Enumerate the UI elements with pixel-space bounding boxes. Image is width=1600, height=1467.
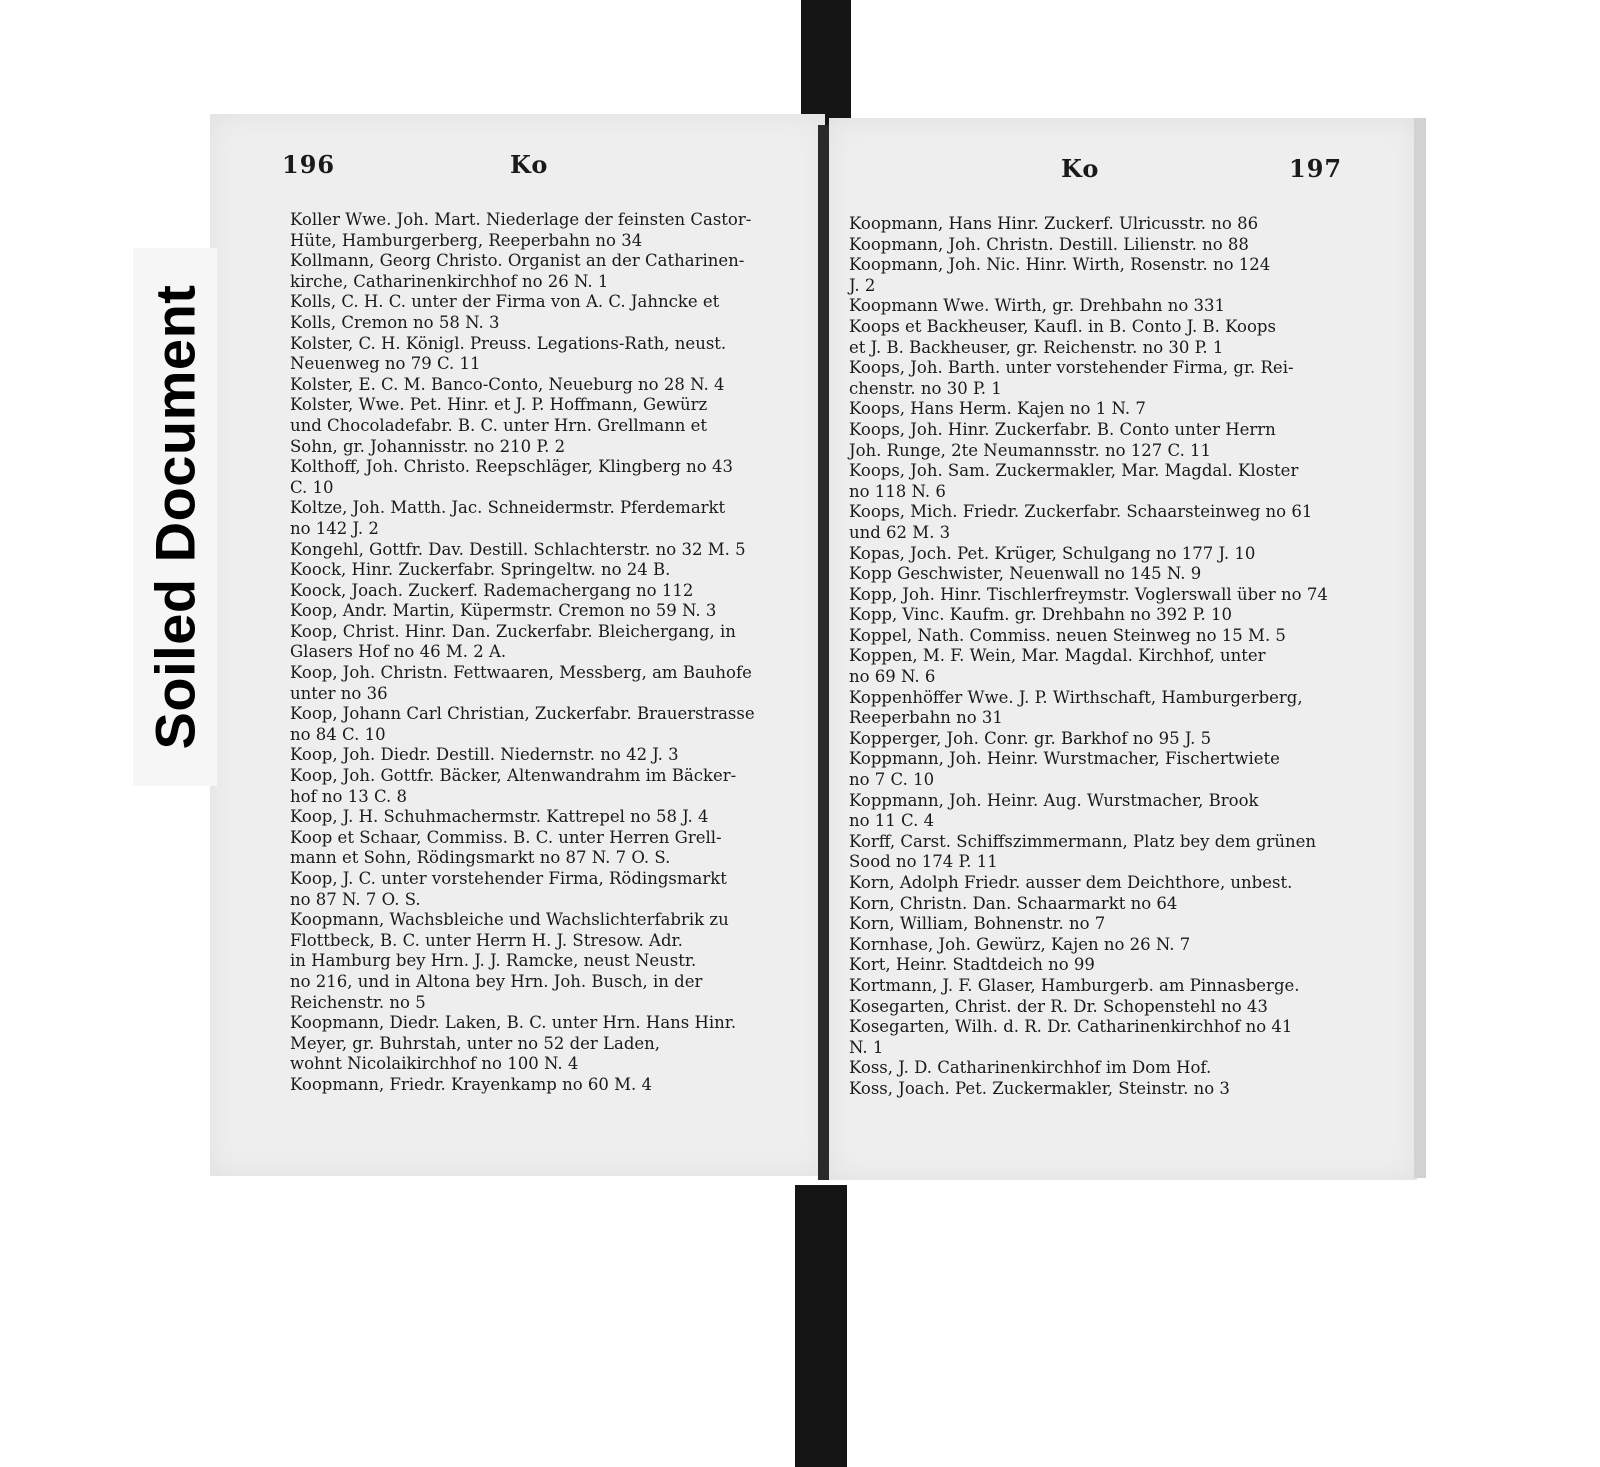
directory-entry-line: Koopmann Wwe. Wirth, gr. Drehbahn no 331 <box>849 296 1226 316</box>
directory-entry-line: no 7 C. 10 <box>849 770 935 790</box>
directory-entry-line: Kopp, Vinc. Kaufm. gr. Drehbahn no 392 P. 10 <box>849 605 1233 625</box>
directory-entry-line: Koppmann, Joh. Heinr. Wurstmacher, Fischertwiete <box>849 749 1280 769</box>
directory-entry-line: Koop, Andr. Martin, Küpermstr. Cremon no 59 N. 3 <box>290 601 717 621</box>
directory-entry-line: Glasers Hof no 46 M. 2 A. <box>290 642 507 662</box>
directory-entry-line: Koop, Joh. Gottfr. Bäcker, Altenwandrahm im Bäcker- <box>290 766 737 786</box>
directory-entry-line: und Chocoladefabr. B. C. unter Hrn. Grellmann et <box>290 415 708 435</box>
directory-entry-line: no 216, und in Altona bey Hrn. Joh. Busch, in der <box>290 971 703 991</box>
directory-entry-line: C. 10 <box>290 477 334 497</box>
directory-entry-line: Kolls, Cremon no 58 N. 3 <box>290 312 500 332</box>
entry-list-right <box>849 214 1361 1100</box>
directory-entry-line: kirche, Catharinenkirchhof no 26 N. 1 <box>290 271 609 291</box>
directory-entry-line: et J. B. Backheuser, gr. Reichenstr. no 30 P. 1 <box>849 337 1224 357</box>
directory-entry-line: in Hamburg bey Hrn. J. J. Ramcke, neust Neustr. <box>290 951 697 971</box>
directory-entry-line: no 142 J. 2 <box>290 518 379 538</box>
binding-strap-top <box>801 0 851 132</box>
directory-entry-line: Koss, J. D. Catharinenkirchhof im Dom Hof. <box>849 1058 1212 1078</box>
directory-entry-line: Koppmann, Joh. Heinr. Aug. Wurstmacher, Brook <box>849 790 1259 810</box>
page-edge <box>1414 118 1426 1178</box>
directory-entry-line: Koops, Hans Herm. Kajen no 1 N. 7 <box>849 399 1146 419</box>
directory-entry-line: Koss, Joach. Pet. Zuckermakler, Steinstr. no 3 <box>849 1078 1230 1098</box>
directory-entry-line: Kolls, C. H. C. unter der Firma von A. C. Jahncke et <box>290 292 720 312</box>
running-head-right: Ko <box>1061 154 1100 183</box>
directory-entry-line: hof no 13 C. 8 <box>290 786 407 806</box>
directory-entry-line: Koppel, Nath. Commiss. neuen Steinweg no 15 M. 5 <box>849 625 1286 645</box>
directory-entry-line: no 11 C. 4 <box>849 811 935 831</box>
directory-entry-line: Koopmann, Joh. Christn. Destill. Lilienstr. no 88 <box>849 234 1249 254</box>
directory-entry-line: Koop, J. H. Schuhmachermstr. Kattrepel no 58 J. 4 <box>290 807 709 827</box>
directory-entry-line: Sood no 174 P. 11 <box>849 852 998 872</box>
directory-entry-line: no 69 N. 6 <box>849 667 936 687</box>
directory-entry-line: Koopmann, Hans Hinr. Zuckerf. Ulricusstr. no 86 <box>849 214 1259 233</box>
directory-entry-line: Koller Wwe. Joh. Mart. Niederlage der feinsten Castor- <box>290 210 752 229</box>
directory-entry-line: N. 1 <box>849 1037 884 1057</box>
directory-entry-line: Koops, Joh. Barth. unter vorstehender Firma, gr. Rei- <box>849 358 1294 378</box>
directory-entry-line: no 87 N. 7 O. S. <box>290 889 421 909</box>
directory-entry-line: Kolster, E. C. M. Banco-Conto, Neueburg no 28 N. 4 <box>290 374 725 394</box>
directory-entry-line: Reeperbahn no 31 <box>849 708 1003 728</box>
page-number-right: 197 <box>1289 154 1343 183</box>
directory-entry-line: Koops, Joh. Sam. Zuckermakler, Mar. Magdal. Kloster <box>849 461 1299 481</box>
directory-entry-line: Kosegarten, Wilh. d. R. Dr. Catharinenkirchhof no 41 <box>849 1017 1293 1037</box>
directory-entry-line: Koock, Hinr. Zuckerfabr. Springeltw. no 24 B. <box>290 560 671 580</box>
directory-entry-line: Koop, Joh. Christn. Fettwaaren, Messberg, am Bauhofe <box>290 663 752 683</box>
directory-entry-line: Kollmann, Georg Christo. Organist an der Catharinen- <box>290 251 745 271</box>
left-page <box>210 114 825 1176</box>
directory-entry-line: Koopmann, Friedr. Krayenkamp no 60 M. 4 <box>290 1074 653 1094</box>
directory-entry-line: Reichenstr. no 5 <box>290 992 426 1012</box>
directory-entry-line: Koppenhöffer Wwe. J. P. Wirthschaft, Hamburgerberg, <box>849 687 1303 707</box>
directory-entry-line: Korn, Christn. Dan. Schaarmarkt no 64 <box>849 893 1178 913</box>
directory-entry-line: Kosegarten, Christ. der R. Dr. Schopenstehl no 43 <box>849 996 1268 1016</box>
directory-entry-line: Neuenweg no 79 C. 11 <box>290 354 481 374</box>
directory-entry-line: Koop, J. C. unter vorstehender Firma, Rödingsmarkt <box>290 869 727 888</box>
directory-entry-line: Koop, Johann Carl Christian, Zuckerfabr. Brauerstrasse <box>290 704 755 724</box>
directory-entry-line: Sohn, gr. Johannisstr. no 210 P. 2 <box>290 436 566 456</box>
directory-entry-line: Koops et Backheuser, Kaufl. in B. Conto J. B. Koops <box>849 316 1276 336</box>
entry-list-left <box>290 210 800 1096</box>
directory-entry-line: Kortmann, J. F. Glaser, Hamburgerb. am Pinnasberge. <box>849 975 1300 995</box>
directory-entry-line: Kopp, Joh. Hinr. Tischlerfreymstr. Voglerswall über no 74 <box>849 584 1328 604</box>
directory-entry-line: Koopmann, Joh. Nic. Hinr. Wirth, Rosenstr. no 124 <box>849 255 1271 275</box>
directory-entry-line: Koops, Mich. Friedr. Zuckerfabr. Schaarsteinweg no 61 <box>849 502 1313 522</box>
directory-entry-line: und 62 M. 3 <box>849 522 951 542</box>
directory-entry-line: Kort, Heinr. Stadtdeich no 99 <box>849 955 1095 975</box>
binding-strap-bottom <box>795 1185 847 1467</box>
page-number-left: 196 <box>282 150 336 179</box>
directory-entry-line: wohnt Nicolaikirchhof no 100 N. 4 <box>290 1054 579 1074</box>
directory-entry-line: mann et Sohn, Rödingsmarkt no 87 N. 7 O. S. <box>290 848 671 868</box>
directory-entry-line: Koops, Joh. Hinr. Zuckerfabr. B. Conto unter Herrn <box>849 419 1276 439</box>
directory-entry-line: Hüte, Hamburgerberg, Reeperbahn no 34 <box>290 230 643 250</box>
directory-entry-line: no 118 N. 6 <box>849 481 946 501</box>
directory-entry-line: Korff, Carst. Schiffszimmermann, Platz bey dem grünen <box>849 831 1317 851</box>
directory-entry-line: J. 2 <box>849 275 876 295</box>
directory-entry-line: Kolthoff, Joh. Christo. Reepschläger, Klingberg no 43 <box>290 457 733 477</box>
right-page <box>829 118 1417 1180</box>
directory-entry-line: chenstr. no 30 P. 1 <box>849 378 1002 398</box>
directory-entry-line: Koop et Schaar, Commiss. B. C. unter Herren Grell- <box>290 827 722 847</box>
directory-entry-line: Kopperger, Joh. Conr. gr. Barkhof no 95 J. 5 <box>849 728 1212 748</box>
directory-entry-line: Meyer, gr. Buhrstah, unter no 52 der Laden, <box>290 1033 661 1053</box>
directory-entry-line: Koopmann, Diedr. Laken, B. C. unter Hrn. Hans Hinr. <box>290 1013 737 1033</box>
running-head-left: Ko <box>510 150 549 179</box>
directory-entry-line: Flottbeck, B. C. unter Herrn H. J. Stresow. Adr. <box>290 930 683 950</box>
directory-entry-line: Korn, Adolph Friedr. ausser dem Deichthore, unbest. <box>849 873 1293 892</box>
directory-entry-line: Koock, Joach. Zuckerf. Rademachergang no 112 <box>290 580 694 600</box>
directory-entry-line: Joh. Runge, 2te Neumannsstr. no 127 C. 11 <box>849 440 1212 460</box>
directory-entry-line: Koltze, Joh. Matth. Jac. Schneidermstr. Pferdemarkt <box>290 498 726 518</box>
directory-entry-line: Kopp Geschwister, Neuenwall no 145 N. 9 <box>849 564 1202 584</box>
soiled-document-stamp: Soiled Document <box>143 284 207 750</box>
directory-entry-line: Kornhase, Joh. Gewürz, Kajen no 26 N. 7 <box>849 934 1191 954</box>
directory-entry-line: unter no 36 <box>290 683 388 703</box>
directory-entry-line: Kolster, C. H. Königl. Preuss. Legations-Rath, neust. <box>290 333 727 353</box>
directory-entry-line: Koopmann, Wachsbleiche und Wachslichterfabrik zu <box>290 910 729 930</box>
directory-entry-line: Koppen, M. F. Wein, Mar. Magdal. Kirchhof, unter <box>849 646 1266 666</box>
directory-entry-line: Korn, William, Bohnenstr. no 7 <box>849 914 1106 934</box>
directory-entry-line: Koop, Christ. Hinr. Dan. Zuckerfabr. Bleichergang, in <box>290 621 736 641</box>
directory-entry-line: Koop, Joh. Diedr. Destill. Niedernstr. no 42 J. 3 <box>290 745 679 765</box>
directory-entry-line: Kongehl, Gottfr. Dav. Destill. Schlachterstr. no 32 M. 5 <box>290 539 746 559</box>
directory-entry-line: Kopas, Joch. Pet. Krüger, Schulgang no 177 J. 10 <box>849 543 1256 563</box>
directory-entry-line: no 84 C. 10 <box>290 724 386 744</box>
directory-entry-line: Kolster, Wwe. Pet. Hinr. et J. P. Hoffmann, Gewürz <box>290 395 708 415</box>
